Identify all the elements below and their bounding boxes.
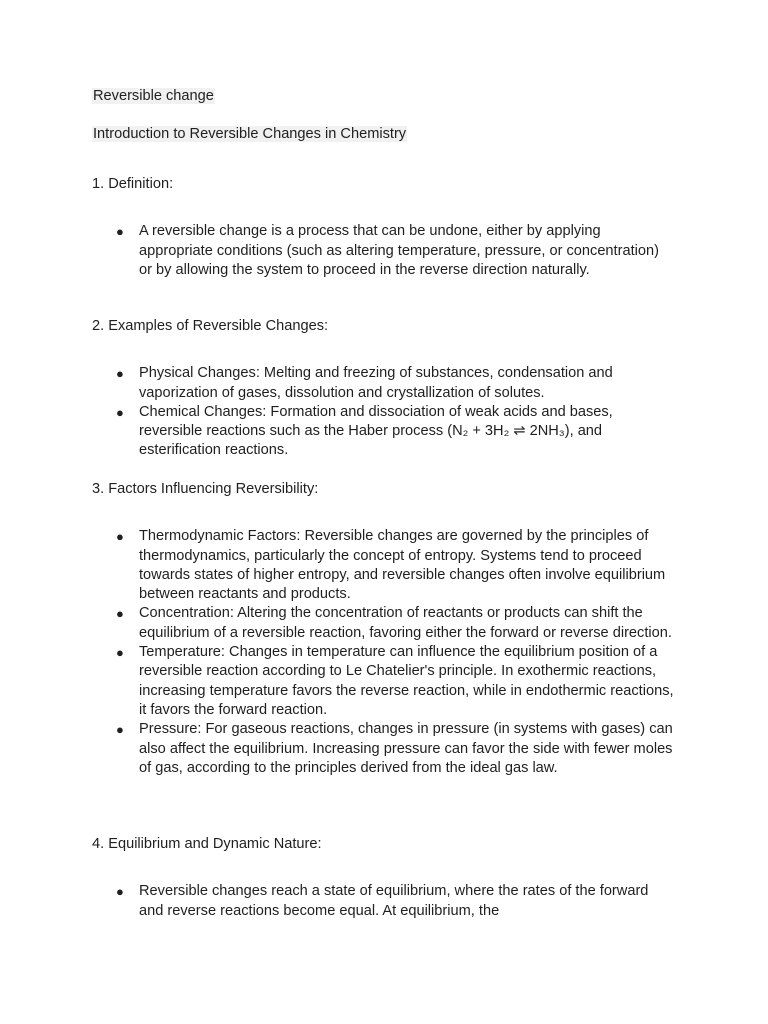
bullet-list: [92, 364, 692, 460]
bullet-icon: ●: [116, 722, 124, 738]
section-heading: 2. Examples of Reversible Changes:: [92, 318, 329, 334]
list-item-text: Chemical Changes: Formation and dissociation of weak acids and bases, reversible reactions such as the Haber process (N₂ + 3H₂ ⇌ 2NH₃), and esterification reactions.: [139, 403, 613, 459]
bullet-icon: ●: [116, 366, 124, 382]
list-item: [92, 527, 674, 604]
list-item-text: Concentration: Altering the concentration of reactants or products can shift the equilibrium of a reversible reaction, favoring either the forward or reverse direction.: [139, 605, 672, 641]
list-item: [92, 643, 674, 720]
document-title: [92, 87, 215, 106]
list-item-text: Reversible changes reach a state of equilibrium, where the rates of the forward and reverse reactions become equal. At equilibrium, the: [139, 883, 649, 919]
list-item-text: A reversible change is a process that can be undone, either by applying appropriate conditions (such as altering temperature, pressure, or concentration) or by allowing the system to proceed in the reverse direction naturally.: [139, 223, 659, 278]
bullet-list: [92, 882, 692, 921]
section-examples: [92, 317, 692, 461]
section-heading: 4. Equilibrium and Dynamic Nature:: [92, 836, 322, 852]
document-subtitle-text: Introduction to Reversible Changes in Chemistry: [93, 126, 407, 142]
list-item-text: Pressure: For gaseous reactions, changes in pressure (in systems with gases) can also affect the equilibrium. Increasing pressure can favor the side with fewer moles of gas, according to the principles derived from the ideal gas law.: [139, 721, 673, 776]
bullet-icon: ●: [116, 224, 124, 240]
document-subtitle: [92, 125, 407, 144]
list-item: [92, 403, 674, 461]
list-item: [92, 720, 674, 778]
section-factors: [92, 480, 692, 778]
list-item: [92, 364, 674, 403]
bullet-list: [92, 527, 692, 778]
bullet-list: [92, 222, 692, 280]
bullet-icon: ●: [116, 404, 124, 420]
section-equilibrium: [92, 835, 692, 921]
bullet-icon: ●: [116, 884, 124, 900]
list-item-text: Thermodynamic Factors: Reversible changes are governed by the principles of thermodynamics, particularly the concept of entropy. Systems tend to proceed towards states of higher entropy, and reversible changes often involve equilibrium between reactants and products.: [139, 528, 666, 603]
list-item-text: Physical Changes: Melting and freezing of substances, condensation and vaporization of gases, dissolution and crystallization of solutes.: [139, 365, 613, 401]
bullet-icon: ●: [116, 529, 124, 545]
bullet-icon: ●: [116, 645, 124, 661]
section-definition: [92, 175, 692, 280]
list-item: [92, 222, 674, 280]
list-item: [92, 882, 674, 921]
bullet-icon: ●: [116, 606, 124, 622]
section-heading: 1. Definition:: [92, 176, 174, 192]
list-item: [92, 604, 674, 643]
document-title-text: Reversible change: [93, 88, 214, 104]
section-heading: 3. Factors Influencing Reversibility:: [92, 481, 319, 497]
list-item-text: Temperature: Changes in temperature can influence the equilibrium position of a reversible reaction according to Le Chatelier's principle. In exothermic reactions, increasing temperature favors the reverse reaction, while in endothermic reactions, it favors the forward reaction.: [139, 644, 674, 718]
